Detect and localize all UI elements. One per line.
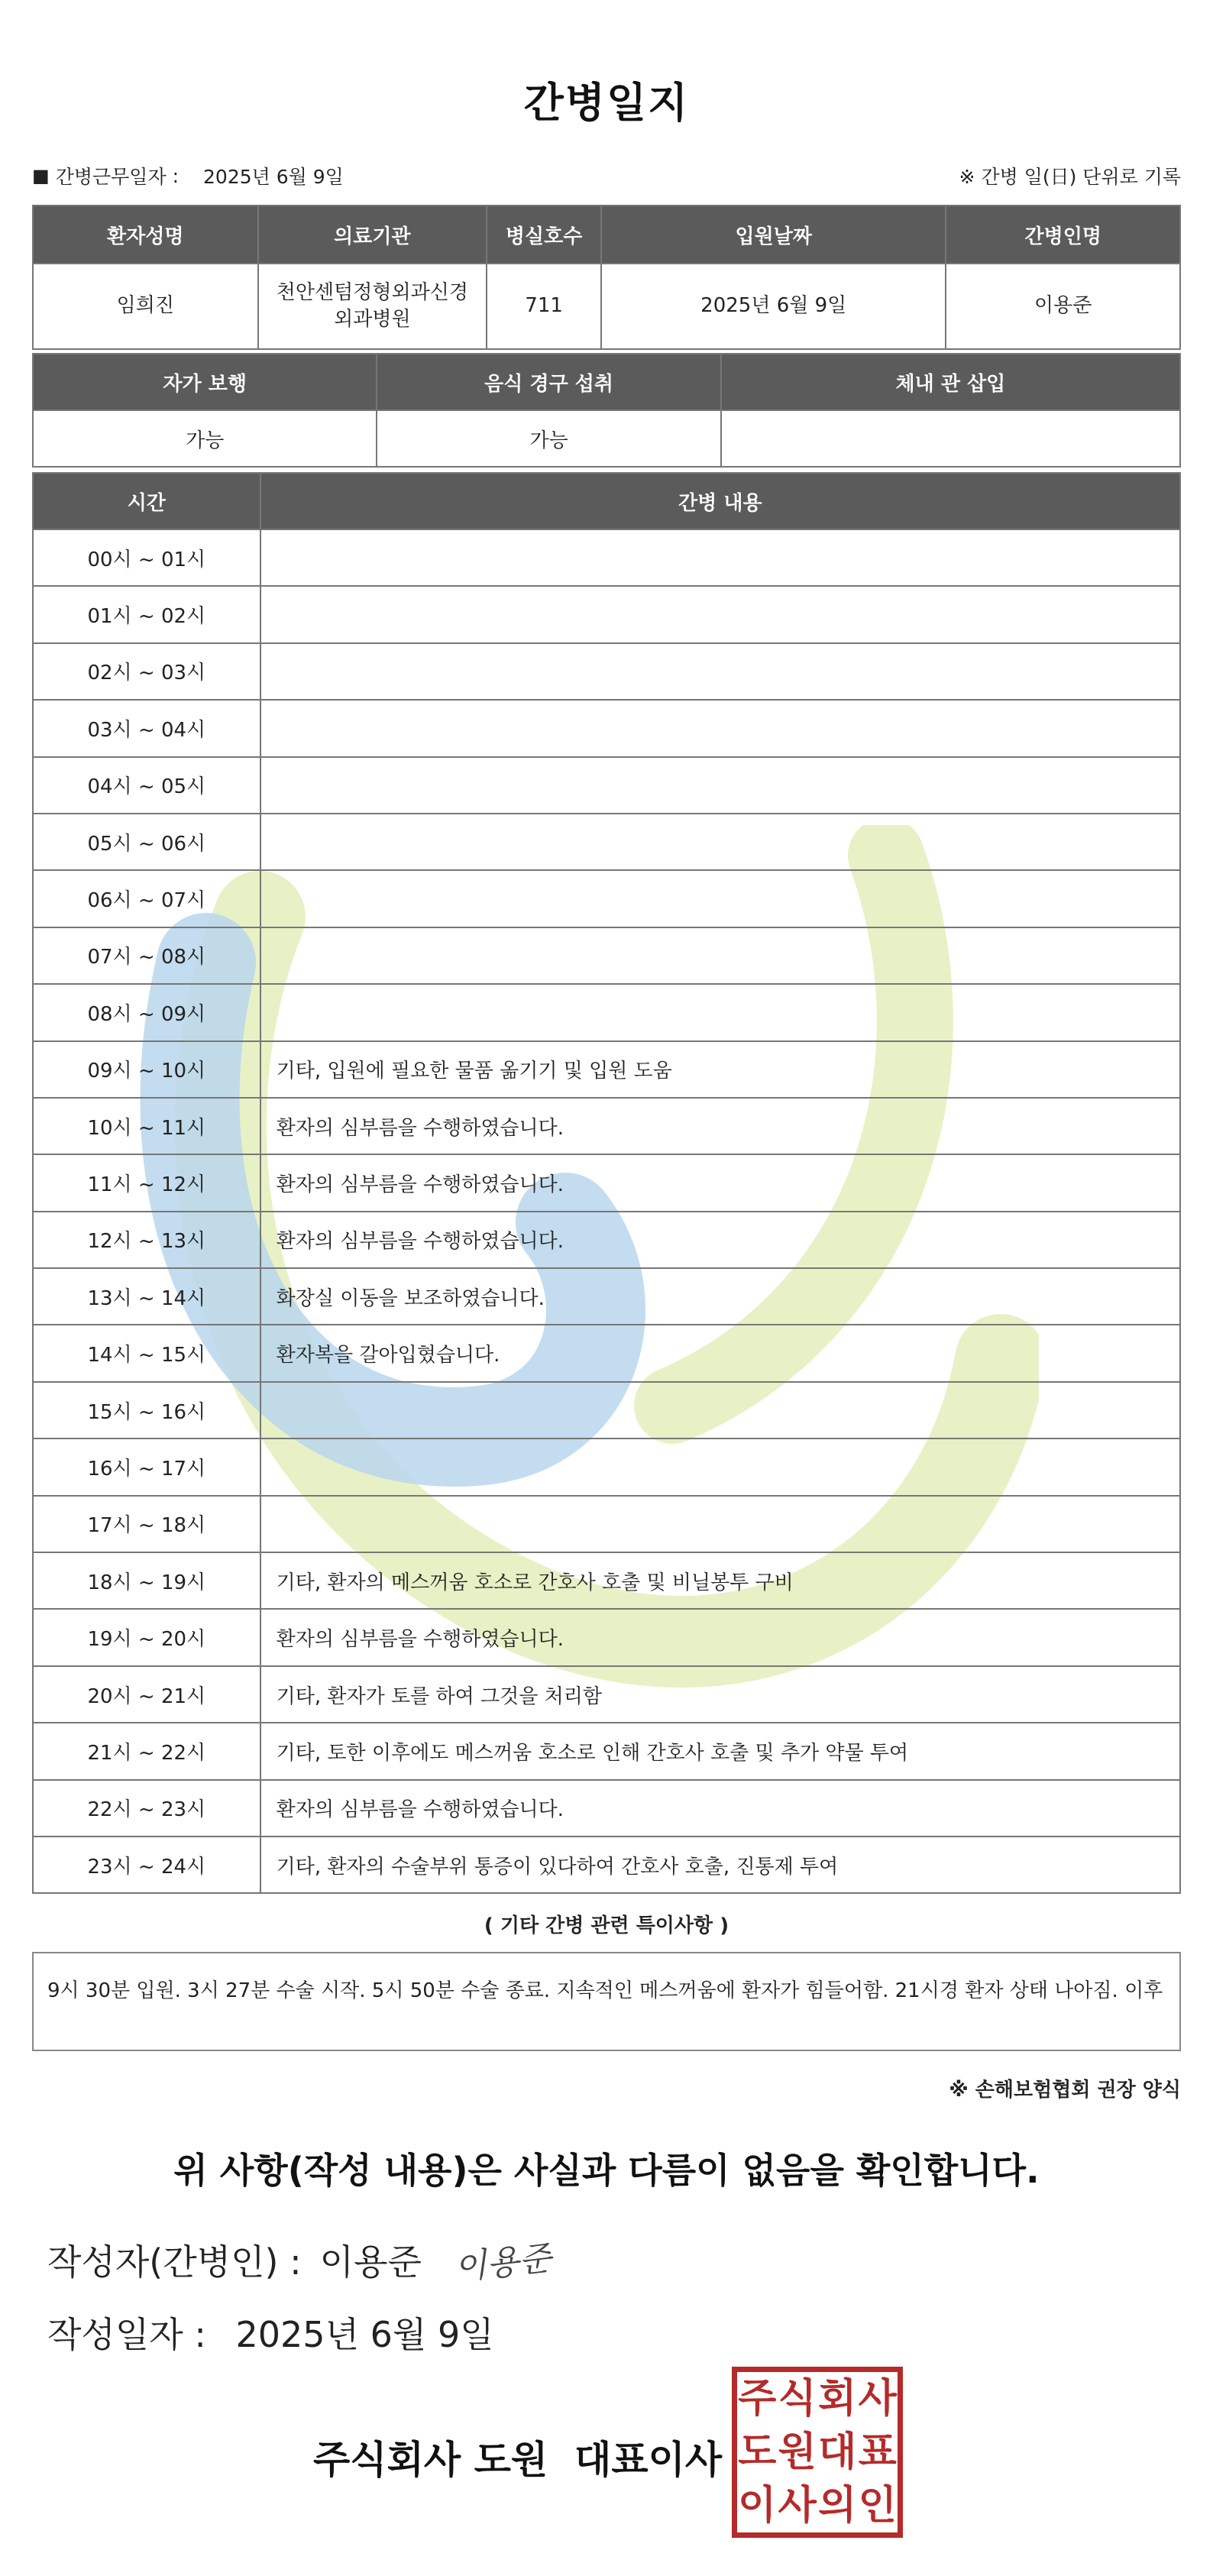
oral-intake-value: 가능 bbox=[377, 410, 720, 467]
care-log-row bbox=[33, 1438, 1180, 1495]
company-seal-stamp bbox=[732, 2367, 903, 2538]
seal-char: 이 bbox=[738, 2483, 777, 2529]
care-log-row bbox=[33, 984, 1180, 1040]
care-log-time: 13시 ~ 14시 bbox=[33, 1268, 260, 1325]
work-date-line bbox=[32, 162, 344, 189]
seal-char: 회 bbox=[818, 2376, 857, 2422]
care-log-row bbox=[33, 1496, 1180, 1552]
record-unit-note: ※ 간병 일(日) 단위로 기록 bbox=[959, 166, 1181, 188]
care-log-row bbox=[33, 1382, 1180, 1438]
care-log-time: 03시 ~ 04시 bbox=[33, 700, 260, 756]
written-date-label: 작성일자 : bbox=[47, 2314, 206, 2355]
care-log-content: 환자의 심부름을 수행하였습니다. bbox=[260, 1154, 1180, 1211]
care-log-content: 화장실 이동을 보조하였습니다. bbox=[260, 1268, 1180, 1325]
care-log-content: 환자의 심부름을 수행하였습니다. bbox=[260, 1212, 1180, 1268]
care-log-row bbox=[33, 1212, 1180, 1268]
care-log-row bbox=[33, 757, 1180, 814]
care-log-row bbox=[33, 1098, 1180, 1154]
care-log-row bbox=[33, 529, 1180, 586]
care-log-row bbox=[33, 1723, 1180, 1779]
care-log-time: 04시 ~ 05시 bbox=[33, 757, 260, 814]
care-log-row bbox=[33, 1837, 1180, 1893]
author-signature: 이용준 bbox=[452, 2238, 554, 2288]
care-log-rows bbox=[33, 529, 1180, 1893]
care-log-content bbox=[260, 870, 1180, 927]
care-log-content bbox=[260, 757, 1180, 814]
care-log-content bbox=[260, 814, 1180, 870]
care-log-content bbox=[260, 586, 1180, 642]
document-title: 간병일지 bbox=[523, 79, 690, 127]
seal-char: 표 bbox=[858, 2429, 897, 2475]
confirmation-statement: 위 사항(작성 내용)은 사실과 다름이 없음을 확인합니다. bbox=[173, 2150, 1040, 2191]
patient-name-header: 환자성명 bbox=[33, 205, 258, 264]
care-log-time: 14시 ~ 15시 bbox=[33, 1325, 260, 1381]
care-log-content bbox=[260, 643, 1180, 700]
care-log-row bbox=[33, 814, 1180, 870]
tube-insertion-value bbox=[721, 410, 1180, 467]
care-log-row bbox=[33, 700, 1180, 756]
written-date-line bbox=[47, 2307, 494, 2358]
care-log-row bbox=[33, 1268, 1180, 1325]
oral-intake-header: 음식 경구 섭취 bbox=[377, 354, 720, 410]
care-log-row bbox=[33, 586, 1180, 642]
patient-name-value: 임희진 bbox=[33, 264, 258, 349]
care-log-time: 07시 ~ 08시 bbox=[33, 927, 260, 984]
care-log-time: 06시 ~ 07시 bbox=[33, 870, 260, 927]
care-log-time: 02시 ~ 03시 bbox=[33, 643, 260, 700]
care-log-content bbox=[260, 529, 1180, 586]
patient-status-table bbox=[32, 353, 1181, 468]
hospital-value bbox=[258, 264, 487, 349]
hospital-header: 의료기관 bbox=[258, 205, 487, 264]
seal-char: 사 bbox=[858, 2376, 897, 2422]
care-log-row bbox=[33, 1780, 1180, 1837]
care-log-table bbox=[32, 472, 1181, 1894]
care-log-content bbox=[260, 984, 1180, 1040]
form-source-note: ※ 손해보험협회 권장 양식 bbox=[949, 2079, 1181, 2102]
seal-char: 도 bbox=[738, 2429, 777, 2475]
company-representative: 주식회사 도원 대표이사 bbox=[313, 2438, 723, 2482]
care-log-time: 19시 ~ 20시 bbox=[33, 1609, 260, 1665]
remarks-text: 9시 30분 입원. 3시 27분 수술 시작. 5시 50분 수술 종료. 지속적인 메스꺼움에 환자가 힘들어함. 21시경 환자 상태 나아짐. 이후 bbox=[32, 1952, 1181, 2051]
care-log-time: 17시 ~ 18시 bbox=[33, 1496, 260, 1552]
care-log-row bbox=[33, 1552, 1180, 1609]
care-log-content bbox=[260, 927, 1180, 984]
author-line bbox=[47, 2235, 554, 2288]
care-log-time: 20시 ~ 21시 bbox=[33, 1666, 260, 1723]
care-log-time: 11시 ~ 12시 bbox=[33, 1154, 260, 1211]
written-date-value: 2025년 6월 9일 bbox=[235, 2314, 494, 2355]
seal-char: 사 bbox=[778, 2483, 817, 2529]
care-log-content: 환자의 심부름을 수행하였습니다. bbox=[260, 1780, 1180, 1837]
work-date-label: 간병근무일자 bbox=[55, 166, 167, 188]
care-log-time: 01시 ~ 02시 bbox=[33, 586, 260, 642]
care-log-content: 환자의 심부름을 수행하였습니다. bbox=[260, 1098, 1180, 1154]
care-log-row bbox=[33, 927, 1180, 984]
caregiver-name-header: 간병인명 bbox=[946, 205, 1180, 264]
care-log-time: 15시 ~ 16시 bbox=[33, 1382, 260, 1438]
care-log-row bbox=[33, 1154, 1180, 1211]
self-walking-value: 가능 bbox=[33, 410, 377, 467]
care-log-time: 21시 ~ 22시 bbox=[33, 1723, 260, 1779]
care-log-time: 18시 ~ 19시 bbox=[33, 1552, 260, 1609]
admission-date-header: 입원날짜 bbox=[601, 205, 946, 264]
care-log-row bbox=[33, 1325, 1180, 1381]
care-log-row bbox=[33, 643, 1180, 700]
author-name: 이용준 bbox=[319, 2241, 422, 2283]
seal-char: 대 bbox=[818, 2429, 857, 2475]
care-log-row bbox=[33, 870, 1180, 927]
care-log-time: 23시 ~ 24시 bbox=[33, 1837, 260, 1893]
care-log-content bbox=[260, 1496, 1180, 1552]
care-content-header: 간병 내용 bbox=[260, 473, 1180, 529]
self-walking-header: 자가 보행 bbox=[33, 354, 377, 410]
care-log-content bbox=[260, 700, 1180, 756]
care-log-row bbox=[33, 1609, 1180, 1665]
remarks-title: ( 기타 간병 관련 특이사항 ) bbox=[484, 1914, 729, 1937]
tube-insertion-header: 체내 관 삽입 bbox=[721, 354, 1180, 410]
care-log-row bbox=[33, 1041, 1180, 1098]
seal-char: 원 bbox=[778, 2429, 817, 2475]
work-date-colon: : bbox=[172, 164, 180, 187]
work-date-value: 2025년 6월 9일 bbox=[203, 166, 344, 188]
care-log-time: 09시 ~ 10시 bbox=[33, 1041, 260, 1098]
care-log-time: 00시 ~ 01시 bbox=[33, 529, 260, 586]
seal-char: 주 bbox=[738, 2376, 777, 2422]
time-header: 시간 bbox=[33, 473, 260, 529]
care-log-time: 16시 ~ 17시 bbox=[33, 1438, 260, 1495]
care-log-content: 기타, 입원에 필요한 물품 옮기기 및 입원 도움 bbox=[260, 1041, 1180, 1098]
room-number-value: 711 bbox=[487, 264, 601, 349]
care-log-content: 기타, 토한 이후에도 메스꺼움 호소로 인해 간호사 호출 및 추가 약물 투여 bbox=[260, 1723, 1180, 1779]
care-log-content: 기타, 환자의 메스꺼움 호소로 간호사 호출 및 비닐봉투 구비 bbox=[260, 1552, 1180, 1609]
care-log-time: 12시 ~ 13시 bbox=[33, 1212, 260, 1268]
seal-char: 식 bbox=[778, 2376, 817, 2422]
care-log-time: 10시 ~ 11시 bbox=[33, 1098, 260, 1154]
author-label: 작성자(간병인) : bbox=[47, 2241, 302, 2283]
care-log-time: 08시 ~ 09시 bbox=[33, 984, 260, 1040]
care-log-row bbox=[33, 1666, 1180, 1723]
care-log-content: 기타, 환자가 토를 하여 그것을 처리함 bbox=[260, 1666, 1180, 1723]
room-number-header: 병실호수 bbox=[487, 205, 601, 264]
care-log-content: 환자복을 갈아입혔습니다. bbox=[260, 1325, 1180, 1381]
patient-info-table bbox=[32, 205, 1181, 350]
care-log-time: 05시 ~ 06시 bbox=[33, 814, 260, 870]
seal-char: 인 bbox=[858, 2483, 897, 2529]
hospital-value-text: 천안센텀정형외과신경외과병원 bbox=[276, 280, 468, 331]
admission-date-value: 2025년 6월 9일 bbox=[601, 264, 946, 349]
caregiver-name-value: 이용준 bbox=[946, 264, 1180, 349]
care-log-content bbox=[260, 1382, 1180, 1438]
square-bullet-icon: ■ bbox=[32, 165, 50, 186]
seal-char: 의 bbox=[818, 2483, 857, 2529]
care-log-content: 환자의 심부름을 수행하였습니다. bbox=[260, 1609, 1180, 1665]
care-log-content bbox=[260, 1438, 1180, 1495]
care-log-content: 기타, 환자의 수술부위 통증이 있다하여 간호사 호출, 진통제 투여 bbox=[260, 1837, 1180, 1893]
care-log-time: 22시 ~ 23시 bbox=[33, 1780, 260, 1837]
